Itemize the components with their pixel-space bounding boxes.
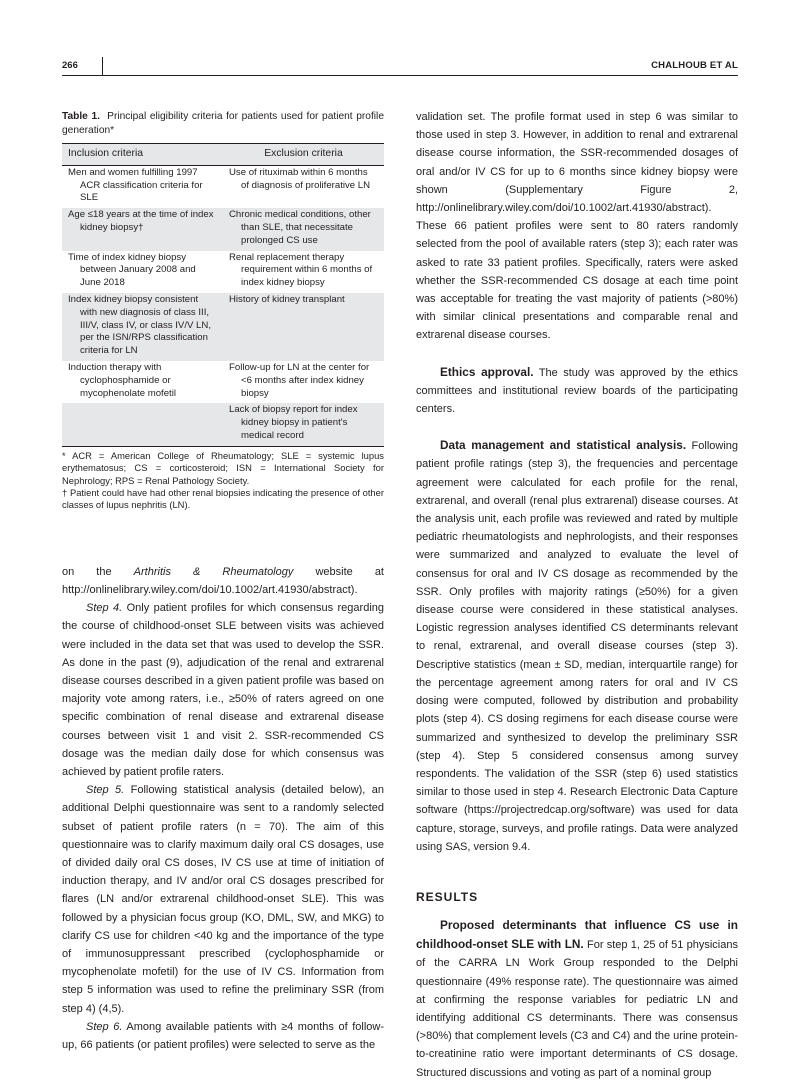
paragraph-proposed-determinants bbox=[416, 916, 738, 1082]
table-caption bbox=[62, 110, 384, 138]
left-column bbox=[62, 110, 384, 1054]
table-row bbox=[62, 293, 384, 361]
paragraph-text: Following patient profile ratings (step 3), the frequencies and percentage agreement were calculated for each profile for the renal, extrarenal, and overall (renal plus extrarenal) disease courses. At the analysis unit, each profile was reviewed and rated by multiple pediatric rheumatologists and nephrologists, and their responses were summarized and analyzed to evaluate the level of consensus for oral and IV CS dosage as recommended by the SSR. Only profiles with majority ratings (≥50%) for a given disease course were considered in these statistical analyses. Logistic regression analyses identified CS determinants relevant to renal, extrarenal, and overall disease courses (step 3). Descriptive statistics (mean ± SD, median, interquartile range) for the percentage agreement among raters for oral and IV CS dosing were computed, followed by distribution and probability plots (step 4). CS dosing regimens for each disease course were summarized and synthesized to develop the preliminary SSR (step 4). Step 5 considered consensus among survey respondents. The validation of the SSR (step 6) used statistics similar to those used in step 4. Research Electronic Data Capture software (https://projectredcap.org/software) was used for data capture, storage, surveys, and profile ratings. Data were analyzed using SAS, version 9.4. bbox=[416, 440, 739, 853]
data-management-heading: Data management and statistical analysis. bbox=[440, 438, 687, 453]
step-label: Step 6. bbox=[86, 1020, 123, 1033]
paragraph-step-6 bbox=[62, 1018, 384, 1054]
table-row bbox=[62, 165, 384, 208]
table-caption-label: Table 1. bbox=[62, 111, 100, 122]
table-header-inclusion: Inclusion criteria bbox=[62, 144, 223, 166]
page-number: 266 bbox=[62, 60, 78, 71]
paragraph-text: Following statistical analysis (detailed below), an additional Delphi questionnaire was sent to a randomly selected subset of patient profile raters (n = 70). The aim of this questionnaire was to clarify maximum daily oral CS dosages, use of divided daily oral CS doses, IV CS use at time of initiation of induction therapy, and IV and/or oral CS dosages prescribed for flares (LN and/or extrarenal childhood-onset SLE). This was followed by a physician focus group (KO, DML, SW, and MKG) to clarify CS use for children <40 kg and the importance of the type of immunosuppressant prescribed (cyclophosphamide or mycophenolate mofetil) for the use of IV CS. Information from step 5 information was used to refine the preliminary SSR (from step 4) (4,5). bbox=[62, 784, 385, 1015]
paragraph-text: The study was approved by the ethics committees and institutional review boards of the participating centers. bbox=[416, 366, 738, 416]
exclusion-cell: Lack of biopsy report for index kidney biopsy in patient's medical record bbox=[229, 404, 358, 441]
journal-name: Arthritis & Rheumatology bbox=[133, 565, 294, 578]
page-header bbox=[62, 57, 738, 76]
paragraph-ethics bbox=[416, 363, 738, 419]
paragraph-step-4 bbox=[62, 599, 384, 781]
exclusion-cell: Use of rituximab within 6 months of diagnosis of proliferative LN bbox=[229, 166, 371, 191]
table-row bbox=[62, 251, 384, 293]
table-footnotes bbox=[62, 450, 384, 512]
paragraph-text: Among available patients with ≥4 months of follow-up, 66 patients (or patient profiles) were selected to serve as the bbox=[62, 1020, 385, 1052]
paragraph-continuation bbox=[62, 563, 384, 599]
eligibility-table bbox=[62, 143, 384, 447]
inclusion-cell: Men and women fulfilling 1997 ACR classification criteria for SLE bbox=[68, 166, 203, 204]
paragraph-text: For step 1, 25 of 51 physicians of the CARRA LN Work Group responded to the Delphi questionnaire (49% response rate). The questionnaire was aimed at confirming the response variables for pediatric LN and identifying additional CS determinants. There was consensus (>80%) that complement levels (C3 and C4) and the urine protein-to-creatinine ratio were important determinants of CS dosage. Structured discussions and voting as part of a nominal group bbox=[416, 939, 738, 1079]
inclusion-cell: Age ≤18 years at the time of index kidney biopsy† bbox=[68, 209, 214, 233]
results-heading: RESULTS bbox=[416, 889, 479, 904]
exclusion-cell: History of kidney transplant bbox=[229, 293, 345, 305]
table-row bbox=[62, 403, 384, 446]
paragraph-text: website at http://onlinelibrary.wiley.com/doi/10.1002/art.41930/abstract). bbox=[62, 565, 384, 596]
exclusion-cell: Renal replacement therapy requirement within 6 months of index kidney biopsy bbox=[229, 251, 373, 289]
step-label: Step 4. bbox=[86, 602, 123, 615]
paragraph-validation: validation set. The profile format used in step 6 was similar to those used in step 3. However, in addition to renal and extrarenal disease course information, the SSR-recommended dosages of oral and/or IV CS for up to 6 months since kidney biopsy were shown (Supplementary Figure 2, http://onlinelibrary.wiley.com/doi/10.1002/art.41930/abstract). These 66 patient profiles were sent to 80 raters randomly selected from the pool of available raters (step 3); each rater was asked to rate 33 patient profiles. Specifically, raters were asked whether the SSR-recommended CS dosage at each time point was acceptable for treating the vast majority of patients (>80%) with similar clinical presentations and comparable renal and extrarenal disease courses. bbox=[416, 111, 738, 342]
exclusion-cell: Chronic medical conditions, other than SLE, that necessitate prolonged CS use bbox=[229, 209, 371, 246]
table-row bbox=[62, 361, 384, 403]
proposed-determinants-heading: Proposed determinants that influence CS use in childhood-onset SLE with LN. bbox=[416, 917, 738, 952]
table-caption-text: Principal eligibility criteria for patients used for patient profile generation* bbox=[62, 111, 384, 136]
table-footnote-abbreviations: * ACR = American College of Rheumatology; SLE = systemic lupus erythematosus; CS = corticosteroid; ISN = International Society for Nephrology; RPS = Renal Pathology Society. bbox=[62, 449, 384, 486]
inclusion-cell: Induction therapy with cyclophosphamide or mycophenolate mofetil bbox=[68, 361, 176, 399]
table-header-exclusion: Exclusion criteria bbox=[223, 144, 384, 166]
paragraph-data-management bbox=[416, 436, 738, 856]
header-divider bbox=[102, 57, 103, 75]
table-footnote-dagger: † Patient could have had other renal biopsies indicating the presence of other classes of lupus nephritis (LN). bbox=[62, 486, 384, 511]
running-title: CHALHOUB ET AL bbox=[651, 60, 738, 71]
ethics-heading: Ethics approval. bbox=[440, 364, 534, 379]
paragraph-text: Only patient profiles for which consensus regarding the course of childhood-onset SLE between visits was achieved were included in the data set that was used to develop the SSR. As done in the past (9), adjudication of the renal and extrarenal disease courses described in a given patient profile was based on majority vote among raters, i.e., ≥50% of raters agreed on one specific combination of renal disease and extrarenal disease courses between visit 1 and visit 2. SSR-recommended CS dosage was the median daily dose for which consensus was achieved by patient profile raters. bbox=[62, 602, 384, 778]
step-label: Step 5. bbox=[86, 784, 125, 797]
paragraph-text: on the bbox=[62, 565, 134, 578]
table-row bbox=[62, 208, 384, 250]
right-column bbox=[416, 108, 738, 1082]
inclusion-cell: Time of index kidney biopsy between January 2008 and June 2018 bbox=[68, 251, 196, 289]
inclusion-cell: Index kidney biopsy consistent with new diagnosis of class III, III/V, class IV, or class IV/V LN, per the ISN/RPS classification criteria for LN bbox=[68, 293, 211, 357]
exclusion-cell: Follow-up for LN at the center for <6 months after index kidney biopsy bbox=[229, 361, 370, 399]
paragraph-step-5 bbox=[62, 781, 384, 1018]
